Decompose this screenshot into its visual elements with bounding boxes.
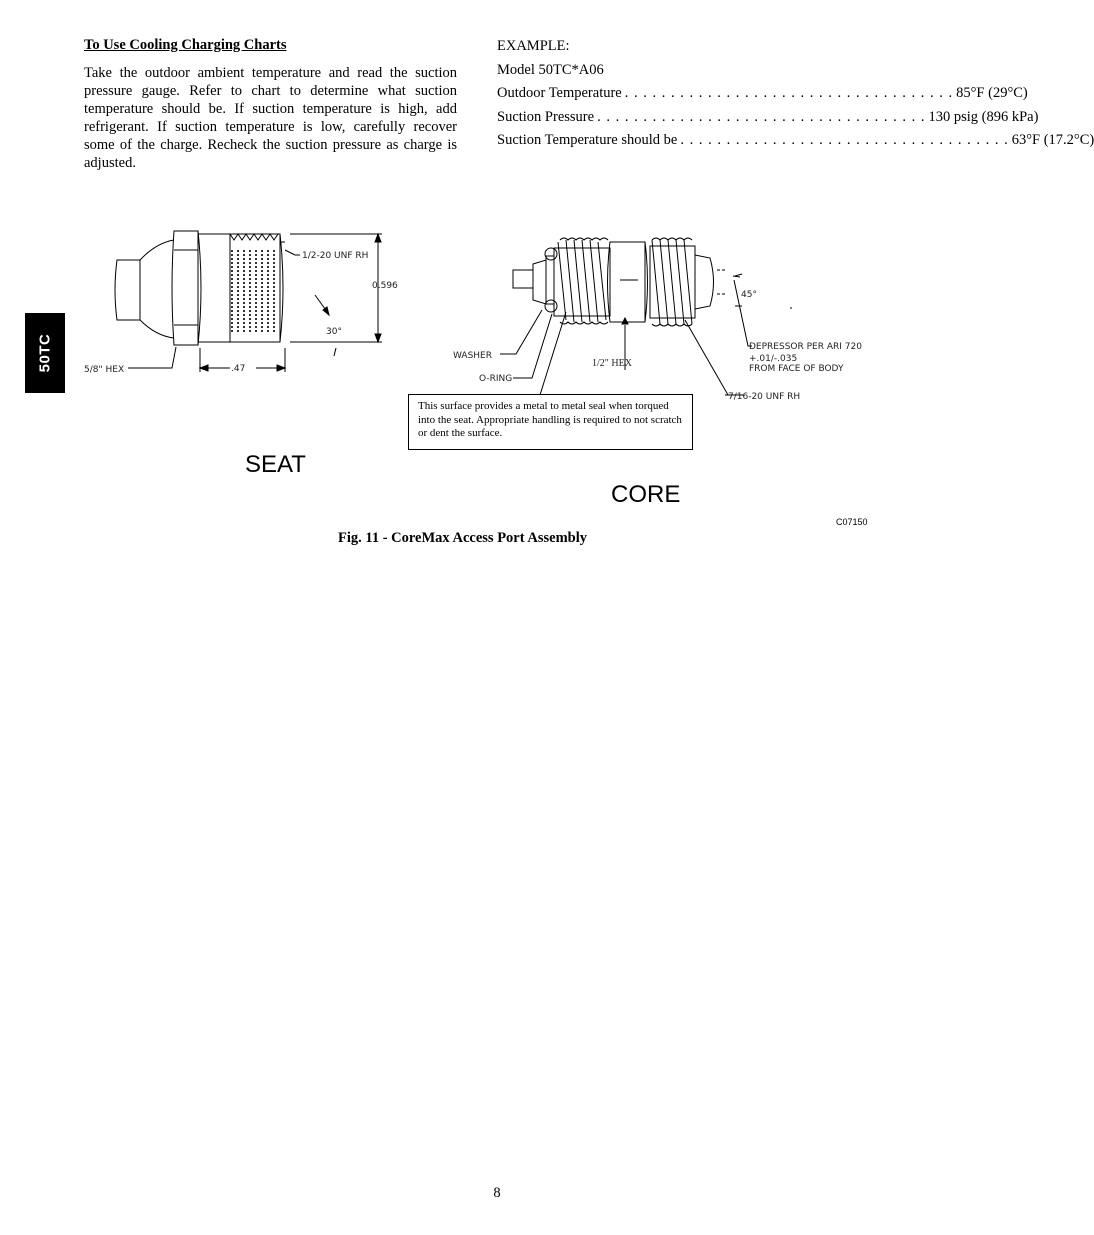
seat-thread-label: 1/2-20 UNF RH	[302, 251, 369, 261]
core-angle-label: 45°	[741, 290, 757, 300]
example-row-value: 130 psig (896 kPa)	[928, 108, 1039, 125]
body-paragraph: Take the outdoor ambient temperature and read the suction pressure gauge. Refer to chart to determine what suction temperature should be. If suction temperature is high, add refrigerant. If suction temperature is low, carefully recover some of the charge. Recheck the suction pressure as charge is adjusted.	[84, 65, 457, 171]
side-tab-label: 50TC	[36, 333, 54, 373]
figure-code: C07150	[836, 517, 868, 527]
example-row-value: 85°F (29°C)	[956, 85, 1028, 101]
leader-dots: . . . . . . . . . . . . . . . . . . . . . . . . . . . . . . . . . . . .	[597, 108, 926, 125]
core-hex-label: 1/2" HEX	[592, 358, 632, 369]
core-washer-label: WASHER	[453, 351, 492, 361]
seat-height-label: 0.596	[372, 281, 398, 291]
example-row-suction-pressure	[497, 108, 1039, 132]
core-title: CORE	[611, 481, 681, 508]
example-block	[497, 37, 1094, 155]
figure-caption: Fig. 11 - CoreMax Access Port Assembly	[338, 530, 588, 546]
example-row-outdoor-temp	[497, 84, 1028, 108]
section-heading: To Use Cooling Charging Charts	[84, 37, 287, 53]
example-row-value: 63°F (17.2°C)	[1011, 132, 1094, 148]
side-tab	[25, 313, 65, 393]
seat-hex-label: 5/8" HEX	[84, 365, 125, 375]
page-number: 8	[493, 1185, 501, 1201]
example-row-label: Outdoor Temperature	[497, 85, 622, 101]
example-model: Model 50TC*A06	[497, 61, 604, 78]
core-thread-label: 7/16-20 UNF RH	[728, 392, 801, 402]
core-depressor-label-2: +.01/-.035	[749, 354, 798, 364]
seat-angle-label: 30°	[326, 327, 342, 337]
core-oring-label: O-RING	[479, 374, 513, 384]
seal-note-box: This surface provides a metal to metal seal when torqued into the seat. Appropriate handling is required to not scratch or dent the surface.	[408, 394, 693, 450]
seat-title: SEAT	[245, 451, 306, 478]
example-row-suction-temp	[497, 131, 1094, 155]
example-row-label: Suction Temperature should be	[497, 132, 678, 148]
seat-length-label: .47	[231, 364, 246, 374]
example-title: EXAMPLE:	[497, 38, 570, 54]
core-depressor-label-1: DEPRESSOR PER ARI 720	[749, 342, 862, 352]
coremax-figure	[80, 220, 880, 520]
leader-dots: . . . . . . . . . . . . . . . . . . . . . . . . . . . . . . . . . . . .	[624, 85, 954, 101]
example-row-label: Suction Pressure	[497, 108, 595, 125]
core-depressor-label-3: FROM FACE OF BODY	[749, 364, 844, 374]
leader-dots: . . . . . . . . . . . . . . . . . . . . . . . . . . . . . . . . . . . .	[680, 132, 1009, 148]
